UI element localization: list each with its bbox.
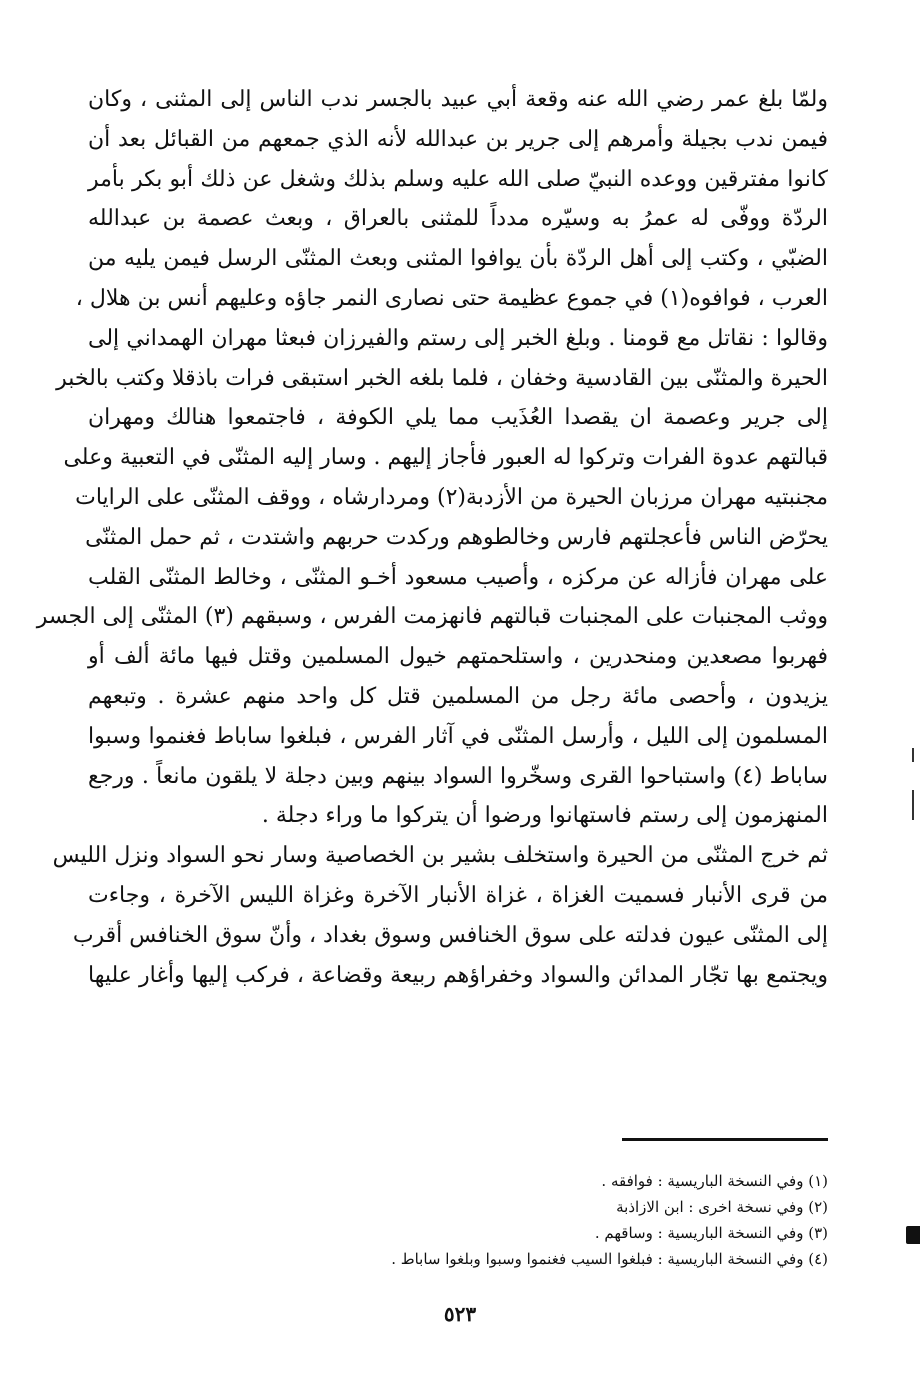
text-line: ووثب المجنبات على المجنبات قبالتهم فانهزمت الفرس ، وسبقهم (٣) المثنّى إلى الجسر xyxy=(36,604,828,630)
text-line: يزيدون ، وأحصى مائة رجل من المسلمين قتل كل واحد منهم عشرة . وتبعهم xyxy=(88,683,828,709)
text-line: إلى جرير وعصمة ان يقصدا العُذَيب مما يلي الكوفة ، فاجتمعوا هنالك ومهران xyxy=(88,405,828,431)
page-number: ٥٢٣ xyxy=(443,1302,477,1326)
text-line: وقالوا : نقاتل مع قومنا . وبلغ الخبر إلى رستم والفيرزان فبعثا مهران الهمداني إلى xyxy=(88,325,828,351)
text-line: المنهزمون إلى رستم فاستهانوا ورضوا أن يتركوا ما وراء دجلة . xyxy=(261,803,828,829)
paragraph-1 xyxy=(36,80,828,836)
scan-mark xyxy=(906,1226,920,1244)
text-line: مجنبتيه مهران مرزبان الحيرة من الأزدبة(٢) ومردارشاه ، ووقف المثنّى على الرايات xyxy=(75,484,828,510)
text-line: ولمّا بلغ عمر رضي الله عنه وقعة أبي عبيد بالجسر ندب الناس إلى المثنى ، وكان xyxy=(88,87,828,112)
footnote-1: (١) وفي النسخة الباريسية : فوافقه . xyxy=(601,1172,828,1190)
text-line: على مهران فأزاله عن مركزه ، وأصيب مسعود أخـو المثنّى ، وخالط المثنّى القلب xyxy=(88,564,828,590)
text-line: ساباط (٤) واستباحوا القرى وسخّروا السواد بينهم وبين دجلة لا يلقون مانعاً . ورجع xyxy=(88,763,828,789)
main-text xyxy=(36,80,828,995)
footnote-separator xyxy=(622,1138,828,1141)
footnotes xyxy=(308,1168,828,1272)
text-line: الحيرة والمثنّى بين القادسية وخفان ، فلما بلغه الخبر استبقى فرات باذقلا وكتب بالخبر xyxy=(56,365,828,391)
text-line: فهربوا مصعدين ومنحدرين ، واستلحمتهم خيول المسلمين وقتل فيها مائة ألف أو xyxy=(88,644,828,670)
paragraph-2 xyxy=(52,836,828,995)
text-line: كانوا مفترقين ووعده النبيّ صلى الله عليه وسلم بذلك وشغل عن ذلك أبو بكر بأمر xyxy=(88,166,828,192)
text-line: العرب ، فوافوه(١) في جموع عظيمة حتى نصارى النمر جاؤه وعليهم أنس بن هلال ، xyxy=(75,285,828,311)
text-line: ويجتمع بها تجّار المدائن والسواد وخفراؤهم ربيعة وقضاعة ، فركب إليها وأغار عليها xyxy=(88,962,828,988)
footnote-3: (٣) وفي النسخة الباريسية : وساقهم . xyxy=(594,1224,828,1242)
text-line: الردّة ووفّى له عمرُ به وسيّره مدداً للمثنى بالعراق ، وبعث عصمة بن عبدالله xyxy=(88,206,828,232)
scan-mark xyxy=(912,748,914,762)
text-line: ثم خرج المثنّى من الحيرة واستخلف بشير بن الخصاصية وسار نحو السواد ونزل الليس xyxy=(52,843,828,869)
text-line: إلى المثنّى عيون فدلته على سوق الخنافس وسوق بغداد ، وأنّ سوق الخنافس أقرب xyxy=(72,922,828,948)
text-line: قبالتهم عدوة الفرات وتركوا له العبور فأجاز إليهم . وسار إليه المثنّى في التعبية وعلى xyxy=(63,445,828,471)
text-line: يحرّض الناس فأعجلتهم فارس وخالطوهم وركدت حربهم واشتدت ، ثم حمل المثنّى xyxy=(85,524,828,550)
text-line: من قرى الأنبار فسميت الغزاة ، غزاة الأنبار الآخرة وغزاة الليس الآخرة ، وجاءت xyxy=(88,882,828,908)
text-line: فيمن ندب بجيلة وأمرهم إلى جرير بن عبدالله لأنه الذي جمعهم من القبائل بعد أن xyxy=(88,126,828,152)
scan-mark xyxy=(912,790,914,820)
footnote-4: (٤) وفي النسخة الباريسية : فبلغوا السيب فغنموا وسبوا وبلغوا ساباط . xyxy=(391,1250,828,1268)
footnote-2: (٢) وفي نسخة اخرى : ابن الازاذبة xyxy=(616,1198,828,1216)
text-line: المسلمون إلى الليل ، وأرسل المثنّى في آثار الفرس ، فبلغوا ساباط فغنموا وسبوا xyxy=(88,723,828,749)
text-line: الضبّي ، وكتب إلى أهل الردّة بأن يوافوا المثنى وبعث المثنّى الرسل فيمن يليه من xyxy=(88,246,828,272)
